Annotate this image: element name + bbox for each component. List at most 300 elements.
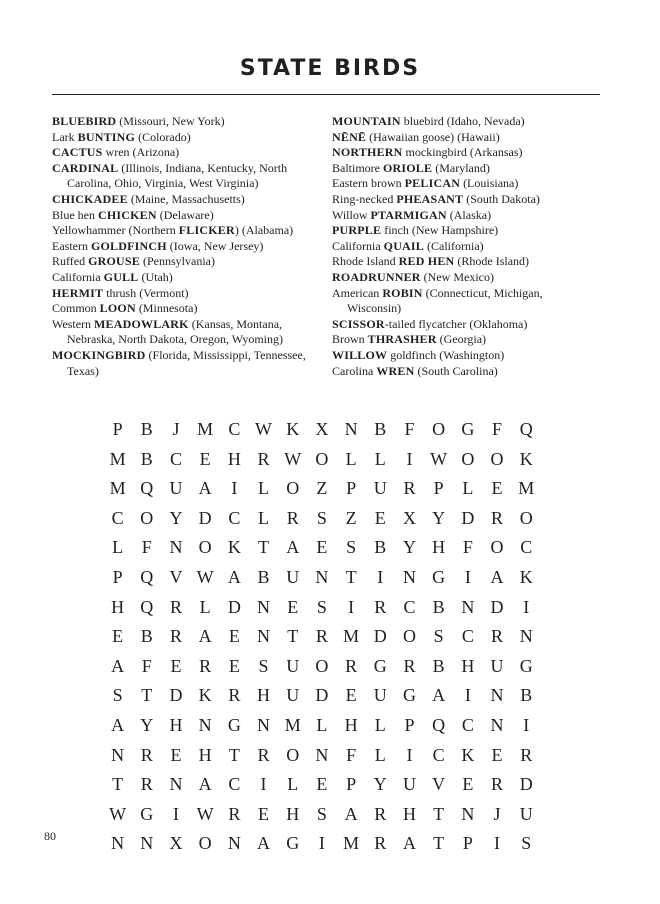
- entry-keyword: WREN: [376, 363, 415, 378]
- grid-letter: R: [374, 833, 387, 854]
- grid-letter: U: [519, 803, 533, 824]
- word-list-entry: [52, 286, 314, 302]
- grid-letter: R: [228, 685, 241, 706]
- word-list-entry: [52, 114, 314, 130]
- entry-suffix: (Kansas, Montana, Nebraska, North Dakota, Oregon, Wyoming): [67, 316, 283, 347]
- entry-prefix: Rhode Island: [332, 254, 399, 269]
- grid-letter: A: [198, 626, 212, 647]
- grid-letter: X: [315, 419, 329, 439]
- grid-letter: R: [257, 744, 270, 765]
- entry-keyword: LOON: [99, 301, 136, 316]
- grid-letter: H: [344, 714, 358, 735]
- entry-keyword: MEADOWLARK: [94, 316, 189, 331]
- grid-letter: N: [111, 744, 125, 765]
- grid-letter: T: [258, 537, 270, 558]
- word-list-entry: [332, 254, 594, 270]
- grid-letter: N: [169, 774, 183, 795]
- entry-keyword: RED HEN: [398, 254, 455, 269]
- grid-letter: X: [402, 507, 416, 528]
- entry-suffix: goldfinch (Washington): [387, 347, 505, 362]
- word-list-entry: [52, 239, 314, 255]
- grid-letter: B: [257, 566, 270, 587]
- grid-letter: I: [523, 596, 530, 617]
- grid-letter: K: [227, 537, 241, 558]
- grid-letter: A: [111, 714, 125, 735]
- grid-letter: O: [286, 744, 300, 765]
- grid-letter: E: [316, 537, 328, 558]
- grid-letter: A: [198, 774, 212, 795]
- entry-keyword: PELICAN: [404, 176, 461, 191]
- word-list-entry: [52, 270, 314, 286]
- grid-letter: I: [464, 685, 471, 706]
- grid-letter: P: [462, 833, 473, 854]
- grid-letter: H: [286, 803, 300, 824]
- entry-prefix: Ruffed: [52, 254, 89, 269]
- grid-letter: T: [228, 744, 240, 765]
- word-list-entry: [52, 223, 314, 239]
- grid-letter: B: [432, 596, 445, 617]
- grid-letter: A: [111, 655, 125, 676]
- entry-prefix: Yellowhammer (Northern: [52, 223, 179, 238]
- grid-letter: U: [286, 685, 300, 706]
- grid-letter: A: [344, 803, 358, 824]
- grid-letter: E: [258, 803, 270, 824]
- grid-letter: B: [520, 685, 533, 706]
- word-list-entry: [52, 348, 314, 379]
- entry-prefix: Western: [52, 316, 95, 331]
- grid-letter: E: [228, 655, 240, 676]
- grid-letter: M: [109, 448, 126, 469]
- grid-letter: V: [169, 566, 183, 587]
- grid-letter: F: [462, 537, 473, 558]
- grid-letter: H: [169, 714, 183, 735]
- entry-suffix: (Colorado): [135, 129, 191, 144]
- grid-letter: Q: [140, 478, 154, 499]
- entry-keyword: QUAIL: [383, 238, 424, 253]
- grid-letter: Y: [432, 507, 446, 528]
- entry-suffix: (Maine, Massachusetts): [127, 191, 245, 206]
- entry-keyword: CHICKEN: [98, 207, 157, 222]
- grid-letter: H: [257, 685, 271, 706]
- grid-letter: A: [402, 833, 416, 854]
- grid-letter: U: [169, 478, 183, 499]
- grid-letter: E: [462, 774, 474, 795]
- entry-keyword: GULL: [103, 269, 139, 284]
- grid-letter: Q: [519, 419, 533, 439]
- grid-letter: N: [315, 566, 329, 587]
- grid-letter: S: [521, 833, 532, 854]
- entry-suffix: mockingbird (Arkansas): [402, 145, 523, 160]
- grid-letter: A: [257, 833, 271, 854]
- grid-letter: M: [343, 626, 360, 647]
- grid-letter: K: [519, 566, 533, 587]
- entry-suffix: (Florida, Mississippi, Tennessee, Texas): [67, 347, 306, 378]
- grid-letter: E: [374, 507, 386, 528]
- entry-keyword: NĒNĒ: [332, 129, 367, 144]
- entry-prefix: American: [332, 285, 383, 300]
- grid-letter: F: [346, 744, 357, 765]
- grid-letter: L: [258, 478, 270, 499]
- grid-letter: M: [197, 419, 214, 439]
- grid-letter: N: [461, 803, 475, 824]
- word-list-left: [52, 114, 314, 379]
- grid-letter: W: [109, 803, 127, 824]
- entry-keyword: BLUEBIRD: [52, 114, 117, 128]
- entry-suffix: wren (Arizona): [102, 145, 180, 160]
- entry-suffix: -tailed flycatcher (Oklahoma): [384, 316, 528, 331]
- grid-letter: K: [461, 744, 475, 765]
- grid-letter: T: [112, 774, 124, 795]
- grid-letter: N: [257, 714, 271, 735]
- entry-suffix: (Illinois, Indiana, Kentucky, North Carolina, Ohio, Virginia, West Virginia): [67, 160, 288, 191]
- grid-letter: H: [227, 448, 241, 469]
- word-list-entry: [52, 161, 314, 192]
- grid-letter: O: [461, 448, 475, 469]
- grid-letter: H: [461, 655, 475, 676]
- entry-suffix: finch (New Hampshire): [381, 223, 499, 238]
- grid-letter: R: [345, 655, 358, 676]
- grid-letter: Q: [140, 566, 154, 587]
- entry-keyword: THRASHER: [367, 332, 437, 347]
- grid-letter: O: [519, 507, 533, 528]
- grid-letter: K: [286, 419, 300, 439]
- grid-letter: L: [112, 537, 124, 558]
- entry-prefix: Willow: [332, 207, 371, 222]
- grid-letter: F: [141, 655, 152, 676]
- grid-letter: R: [374, 803, 387, 824]
- grid-letter: D: [373, 626, 387, 647]
- grid-letter: F: [404, 419, 415, 439]
- grid-letter: N: [461, 596, 475, 617]
- grid-letter: E: [287, 596, 299, 617]
- word-list-entry: [52, 208, 314, 224]
- entry-keyword: BUNTING: [77, 129, 136, 144]
- grid-letter: I: [464, 566, 471, 587]
- word-list-right: [332, 114, 594, 379]
- grid-letter: E: [170, 655, 182, 676]
- grid-letter: I: [406, 448, 413, 469]
- grid-letter: T: [287, 626, 299, 647]
- grid-letter: L: [345, 448, 357, 469]
- word-list-entry: [332, 239, 594, 255]
- grid-letter: M: [284, 714, 301, 735]
- grid-letter: M: [109, 478, 126, 499]
- grid-letter: E: [170, 744, 182, 765]
- grid-letter: U: [373, 478, 387, 499]
- grid-letter: U: [373, 685, 387, 706]
- grid-letter: I: [318, 833, 325, 854]
- word-list-entry: [332, 176, 594, 192]
- entry-prefix: Lark: [52, 129, 78, 144]
- word-list-entry: [332, 145, 594, 161]
- grid-letter: N: [227, 833, 241, 854]
- grid-letter: N: [257, 596, 271, 617]
- grid-letter: H: [198, 744, 212, 765]
- entry-suffix: (Connecticut, Michigan, Wisconsin): [347, 285, 543, 316]
- word-list-entry: [52, 145, 314, 161]
- grid-letter: S: [346, 537, 357, 558]
- grid-letter: R: [491, 626, 504, 647]
- grid-letter: S: [316, 803, 327, 824]
- grid-letter: X: [169, 833, 183, 854]
- grid-letter: E: [112, 626, 124, 647]
- grid-letter: H: [432, 537, 446, 558]
- grid-letter: B: [432, 655, 445, 676]
- entry-keyword: CHICKADEE: [52, 191, 128, 206]
- entry-suffix: (South Carolina): [414, 363, 498, 378]
- grid-letter: G: [227, 714, 241, 735]
- grid-letter: I: [172, 803, 179, 824]
- entry-keyword: PHEASANT: [396, 191, 464, 206]
- entry-suffix: bluebird (Idaho, Nevada): [400, 114, 525, 128]
- word-list-entry: [332, 270, 594, 286]
- grid-letter: G: [140, 803, 154, 824]
- page-number: 80: [44, 829, 56, 843]
- grid-letter: Y: [140, 714, 154, 735]
- grid-letter: O: [315, 448, 329, 469]
- grid-letter: P: [346, 774, 357, 795]
- entry-keyword: GROUSE: [88, 254, 140, 269]
- grid-letter: A: [286, 537, 300, 558]
- grid-letter: G: [519, 655, 533, 676]
- grid-letter: W: [284, 448, 302, 469]
- entry-keyword: HERMIT: [52, 285, 104, 300]
- grid-letter: H: [402, 803, 416, 824]
- entry-keyword: PURPLE: [332, 223, 382, 238]
- grid-letter: D: [519, 774, 533, 795]
- grid-letter: N: [315, 744, 329, 765]
- grid-letter: I: [523, 714, 530, 735]
- entry-prefix: Ring-necked: [332, 191, 397, 206]
- grid-letter: H: [111, 596, 125, 617]
- entry-prefix: Eastern: [52, 238, 91, 253]
- grid-letter: O: [402, 626, 416, 647]
- grid-letter: G: [373, 655, 387, 676]
- entry-keyword: CACTUS: [52, 145, 103, 160]
- entry-keyword: ROADRUNNER: [332, 269, 421, 284]
- grid-letter: N: [111, 833, 125, 854]
- entry-suffix: (California): [424, 238, 484, 253]
- grid-letter: U: [402, 774, 416, 795]
- grid-letter: R: [228, 803, 241, 824]
- entry-keyword: SCISSOR: [332, 316, 385, 331]
- grid-letter: N: [344, 419, 358, 439]
- grid-letter: J: [493, 803, 501, 824]
- word-list-entry: [332, 364, 594, 380]
- grid-letter: G: [461, 419, 475, 439]
- grid-letter: S: [316, 596, 327, 617]
- grid-letter: R: [491, 507, 504, 528]
- entry-suffix: (Alaska): [446, 207, 492, 222]
- entry-suffix: thrush (Vermont): [103, 285, 189, 300]
- grid-letter: C: [228, 774, 241, 795]
- entry-suffix: (New Mexico): [420, 269, 494, 284]
- word-list-entry: [332, 317, 594, 333]
- grid-letter: N: [257, 626, 271, 647]
- grid-letter: B: [374, 537, 387, 558]
- grid-letter: G: [402, 685, 416, 706]
- grid-letter: Y: [402, 537, 416, 558]
- grid-letter: L: [462, 478, 474, 499]
- grid-letter: C: [461, 714, 474, 735]
- entry-prefix: Common: [52, 301, 100, 316]
- grid-letter: J: [172, 419, 180, 439]
- grid-letter: E: [491, 478, 503, 499]
- grid-letter: E: [228, 626, 240, 647]
- word-list-entry: [332, 130, 594, 146]
- grid-letter: A: [227, 566, 241, 587]
- grid-letter: E: [199, 448, 211, 469]
- grid-letter: B: [374, 419, 387, 439]
- grid-letter: P: [112, 419, 123, 439]
- grid-letter: C: [228, 507, 241, 528]
- grid-letter: Z: [345, 507, 357, 528]
- grid-letter: D: [169, 685, 183, 706]
- grid-letter: T: [433, 803, 445, 824]
- grid-letter: I: [231, 478, 238, 499]
- grid-letter: Q: [140, 596, 154, 617]
- grid-letter: L: [316, 714, 328, 735]
- grid-letter: A: [432, 685, 446, 706]
- grid-letter: R: [169, 626, 182, 647]
- grid-letter: P: [112, 566, 123, 587]
- grid-letter: I: [494, 833, 501, 854]
- grid-letter: O: [198, 833, 212, 854]
- grid-letter: C: [403, 596, 416, 617]
- entry-keyword: WILLOW: [332, 347, 388, 362]
- grid-letter: U: [490, 655, 504, 676]
- grid-letter: T: [345, 566, 357, 587]
- grid-letter: D: [198, 507, 212, 528]
- entry-suffix: (South Dakota): [463, 191, 540, 206]
- grid-letter: Y: [373, 774, 387, 795]
- grid-letter: B: [140, 448, 153, 469]
- grid-letter: S: [112, 685, 123, 706]
- grid-letter: C: [169, 448, 182, 469]
- entry-prefix: California: [332, 238, 384, 253]
- entry-suffix: (Maryland): [432, 160, 490, 175]
- entry-suffix: (Louisiana): [460, 176, 519, 191]
- grid-letter: E: [491, 744, 503, 765]
- grid-letter: D: [227, 596, 241, 617]
- entry-keyword: MOCKINGBIRD: [52, 347, 146, 362]
- entry-keyword: PTARMIGAN: [370, 207, 447, 222]
- word-list-entry: [52, 130, 314, 146]
- grid-letter: P: [346, 478, 357, 499]
- grid-letter: C: [520, 537, 533, 558]
- grid-letter: Q: [432, 714, 446, 735]
- grid-letter: K: [519, 448, 533, 469]
- entry-suffix: (Pennsylvania): [140, 254, 215, 269]
- grid-letter: R: [374, 596, 387, 617]
- entry-keyword: GOLDFINCH: [90, 238, 167, 253]
- grid-letter: A: [198, 478, 212, 499]
- word-list-entry: [332, 208, 594, 224]
- grid-letter: E: [345, 685, 357, 706]
- word-list-entry: [332, 286, 594, 317]
- grid-letter: R: [169, 596, 182, 617]
- grid-letter: R: [403, 478, 416, 499]
- grid-letter: R: [140, 744, 153, 765]
- grid-letter: R: [140, 774, 153, 795]
- word-list-entry: [332, 114, 594, 130]
- grid-letter: I: [377, 566, 384, 587]
- grid-letter: L: [374, 714, 386, 735]
- grid-letter: D: [461, 507, 475, 528]
- grid-letter: U: [286, 566, 300, 587]
- entry-suffix: (Minnesota): [135, 301, 198, 316]
- entry-suffix: (Georgia): [436, 332, 487, 347]
- grid-letter: Y: [169, 507, 183, 528]
- grid-letter: R: [491, 774, 504, 795]
- grid-letter: L: [258, 507, 270, 528]
- grid-letter: D: [490, 596, 504, 617]
- grid-letter: N: [198, 714, 212, 735]
- grid-letter: P: [433, 478, 444, 499]
- entry-prefix: Eastern brown: [332, 176, 405, 191]
- grid-letter: I: [260, 774, 267, 795]
- grid-letter: S: [433, 626, 444, 647]
- grid-letter: G: [432, 566, 446, 587]
- grid-letter: W: [430, 448, 448, 469]
- entry-keyword: ORIOLE: [383, 160, 433, 175]
- grid-letter: B: [140, 419, 153, 439]
- grid-letter: O: [198, 537, 212, 558]
- entry-keyword: ROBIN: [382, 285, 423, 300]
- entry-keyword: NORTHERN: [332, 145, 403, 160]
- grid-letter: O: [490, 537, 504, 558]
- grid-letter: P: [404, 714, 415, 735]
- word-list-entry: [52, 192, 314, 208]
- word-search-grid: [103, 415, 541, 859]
- grid-letter: G: [286, 833, 300, 854]
- grid-letter: B: [140, 626, 153, 647]
- grid-letter: T: [141, 685, 153, 706]
- grid-letter: O: [286, 478, 300, 499]
- entry-prefix: Blue hen: [52, 207, 98, 222]
- grid-letter: I: [348, 596, 355, 617]
- word-list-entry: [332, 192, 594, 208]
- grid-letter: R: [403, 655, 416, 676]
- grid-letter: W: [255, 419, 273, 439]
- word-list-entry: [52, 254, 314, 270]
- grid-letter: O: [490, 448, 504, 469]
- entry-keyword: FLICKER: [178, 223, 235, 238]
- grid-letter: U: [286, 655, 300, 676]
- grid-letter: C: [432, 744, 445, 765]
- grid-letter: N: [402, 566, 416, 587]
- grid-letter: O: [140, 507, 154, 528]
- grid-letter: L: [199, 596, 211, 617]
- grid-letter: I: [406, 744, 413, 765]
- grid-letter: A: [490, 566, 504, 587]
- entry-prefix: California: [52, 269, 104, 284]
- entry-suffix: ) (Alabama): [234, 223, 294, 238]
- grid-letter: R: [315, 626, 328, 647]
- grid-letter: E: [316, 774, 328, 795]
- entry-keyword: MOUNTAIN: [332, 114, 401, 128]
- entry-suffix: (Utah): [138, 269, 173, 284]
- grid-letter: N: [490, 714, 504, 735]
- grid-letter: L: [374, 448, 386, 469]
- grid-letter: T: [433, 833, 445, 854]
- grid-letter: F: [492, 419, 503, 439]
- entry-prefix: Baltimore: [332, 160, 383, 175]
- grid-letter: N: [490, 685, 504, 706]
- grid-letter: L: [287, 774, 299, 795]
- grid-letter: R: [520, 744, 533, 765]
- entry-suffix: (Delaware): [156, 207, 214, 222]
